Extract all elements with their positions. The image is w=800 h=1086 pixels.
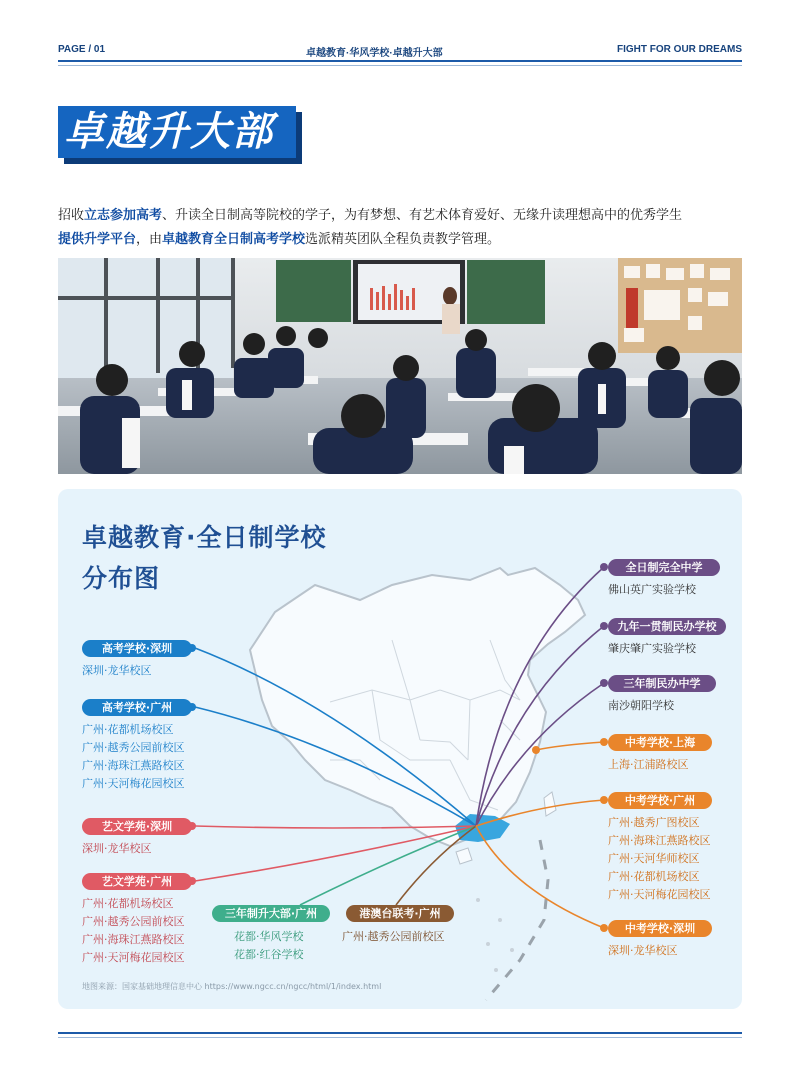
campuses-zk-sh	[608, 756, 689, 774]
nine-dash-line	[486, 840, 548, 1000]
header-center-title: 卓越教育·华风学校·卓越升大部	[306, 48, 443, 59]
label-zk-sh: 中考学校·上海	[608, 734, 712, 751]
label-qrz: 全日制完全中学	[608, 559, 720, 576]
dot-zk-gz	[600, 796, 608, 804]
label-sn-gz: 三年制升大部·广州	[212, 905, 330, 922]
campuses-sn-mb	[608, 697, 674, 715]
campus-item: 广州·越秀公园前校区	[342, 930, 445, 943]
china-outline	[250, 568, 585, 846]
dot-sn-mb	[600, 679, 608, 687]
campus-item: 深圳·龙华校区	[82, 664, 152, 677]
intro-text-2: 、升读全日制高等院校的学子，为有梦想、有艺术体育爱好、无缘升读理想高中的优秀学生	[162, 208, 683, 223]
campuses-gk-gz	[82, 721, 185, 793]
campuses-gat-gz	[342, 928, 445, 946]
map-source: 地图来源：国家基础地理信息中心 https://www.ngcc.cn/ngcc/html/1/index.html	[82, 982, 382, 991]
label-jn: 九年一贯制民办学校	[608, 618, 726, 635]
taiwan-island	[544, 792, 556, 816]
campus-item: 广州·天河梅花园校区	[82, 777, 185, 790]
hainan-island	[456, 848, 472, 864]
campus-item: 肇庆肇广实验学校	[608, 642, 696, 655]
intro-bold-2: 提供升学平台	[58, 232, 137, 247]
page-number: PAGE / 01	[58, 44, 106, 55]
label-gk-sz: 高考学校·深圳	[82, 640, 192, 657]
south-sea-islands	[476, 898, 514, 972]
campuses-sn-gz	[234, 928, 304, 964]
campus-item: 广州·天河梅花园校区	[82, 951, 185, 964]
label-yw-gz: 艺文学苑·广州	[82, 873, 192, 890]
page-title: 卓越升大部	[64, 109, 274, 155]
campus-item: 佛山英广实验学校	[608, 583, 696, 596]
intro-text-1: 招收	[58, 208, 85, 223]
dot-jn	[600, 622, 608, 630]
campus-item: 广州·海珠江燕路校区	[608, 834, 711, 847]
campuses-yw-gz	[82, 895, 185, 967]
campus-item: 广州·天河梅花园校区	[608, 888, 711, 901]
campuses-zk-gz	[608, 814, 711, 904]
header-slogan: FIGHT FOR OUR DREAMS	[617, 44, 742, 55]
intro-bold-1: 立志参加高考	[84, 208, 163, 223]
campus-item: 广州·天河华师校区	[608, 852, 700, 865]
campus-item: 花都·华风学校	[234, 930, 304, 943]
dot-qrz	[600, 563, 608, 571]
footer-rule	[58, 1032, 742, 1034]
campuses-qrz	[608, 581, 696, 599]
campus-item: 广州·花都机场校区	[82, 897, 174, 910]
campus-item: 深圳·龙华校区	[608, 944, 678, 957]
label-gat-gz: 港澳台联考·广州	[346, 905, 454, 922]
label-sn-mb: 三年制民办中学	[608, 675, 716, 692]
intro-text-4: 选派精英团队全程负责教学管理。	[305, 232, 501, 247]
campus-item: 深圳·龙华校区	[82, 842, 152, 855]
label-zk-sz: 中考学校·深圳	[608, 920, 712, 937]
campus-item: 南沙朝阳学校	[608, 699, 674, 712]
campus-item: 上海·江浦路校区	[608, 758, 689, 771]
map-subtitle: 分布图	[82, 564, 161, 593]
label-zk-gz: 中考学校·广州	[608, 792, 712, 809]
campuses-jn	[608, 640, 696, 658]
footer-rule-thin	[58, 1037, 742, 1038]
intro-bold-3: 卓越教育全日制高考学校	[162, 232, 306, 247]
campus-item: 广州·花都机场校区	[608, 870, 700, 883]
campuses-zk-sz	[608, 942, 678, 960]
map-title: 卓越教育·全日制学校	[82, 523, 327, 552]
label-yw-sz: 艺文学苑·深圳	[82, 818, 192, 835]
intro-text-3: ，由	[136, 232, 163, 247]
campus-item: 广州·越秀公园前校区	[82, 915, 185, 928]
label-gk-gz: 高考学校·广州	[82, 699, 192, 716]
campus-item: 广州·越秀公园前校区	[82, 741, 185, 754]
dot-zk-sz	[600, 924, 608, 932]
campus-item: 广州·花都机场校区	[82, 723, 174, 736]
campuses-gk-sz	[82, 662, 152, 680]
shanghai-marker	[532, 746, 540, 754]
campuses-yw-sz	[82, 840, 152, 858]
campus-item: 广州·越秀广图校区	[608, 816, 700, 829]
dot-zk-sh	[600, 738, 608, 746]
campus-item: 广州·海珠江燕路校区	[82, 759, 185, 772]
campus-item: 广州·海珠江燕路校区	[82, 933, 185, 946]
campus-item: 花都·红谷学校	[234, 948, 304, 961]
